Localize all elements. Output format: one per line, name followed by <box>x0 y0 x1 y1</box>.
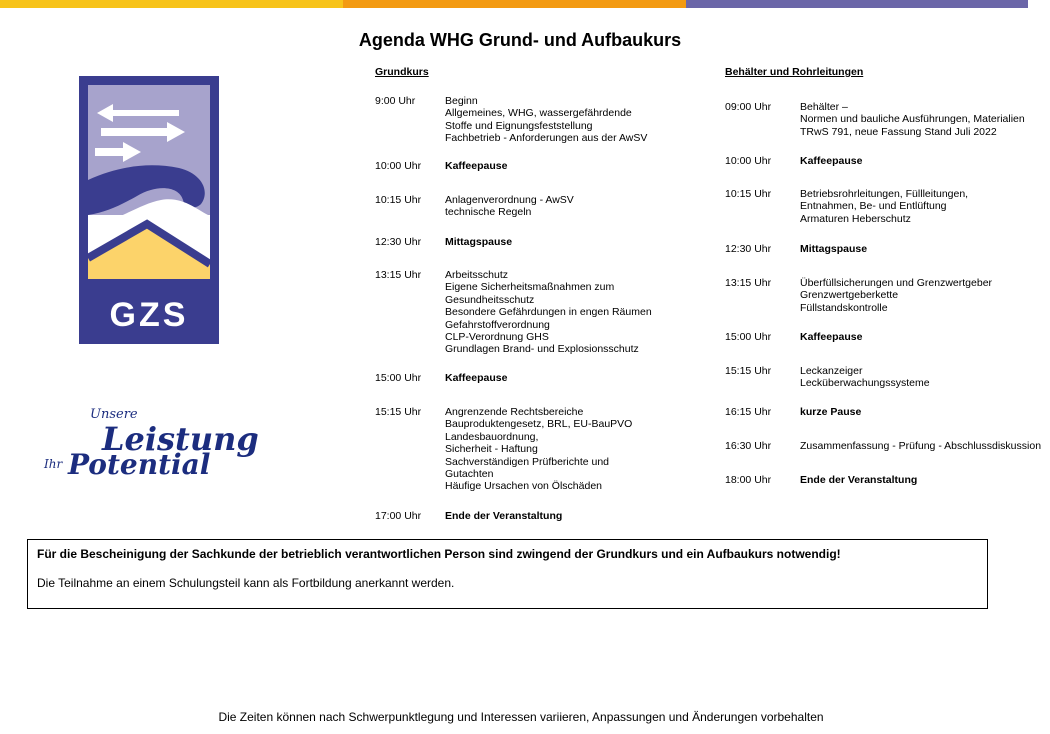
notice-box <box>27 539 988 609</box>
slot-item: Behälter – <box>800 101 848 113</box>
slot-item: Besondere Gefährdungen in engen Räumen <box>445 306 652 319</box>
slot-time: 17:00 Uhr <box>375 510 422 522</box>
top-color-bar <box>0 0 1028 8</box>
slot-time: 15:15 Uhr <box>375 406 422 418</box>
slot-item: Füllstandskontrolle <box>800 301 888 314</box>
slot-time: 9:00 Uhr <box>375 95 416 107</box>
slot-item: kurze Pause <box>800 406 862 418</box>
slot-item: Eigene Sicherheitsmaßnahmen zum <box>445 281 615 294</box>
bar-segment-yellow <box>0 0 343 8</box>
bar-segment-orange <box>343 0 686 8</box>
slot-time: 13:15 Uhr <box>725 277 772 289</box>
slot-time: 10:15 Uhr <box>375 194 422 206</box>
slot-item: Normen und bauliche Ausführungen, Materialien <box>800 113 1025 126</box>
slot-time: 18:00 Uhr <box>725 474 772 486</box>
slot-time: 09:00 Uhr <box>725 101 772 113</box>
slot-item: Armaturen Heberschutz <box>800 212 911 225</box>
slot-item: Gesundheitsschutz <box>445 293 535 306</box>
slot-item: Grundlagen Brand- und Explosionsschutz <box>445 343 639 356</box>
slot-item: Stoffe und Eignungsfeststellung <box>445 119 593 132</box>
slot-item: Entnahmen, Be- und Entlüftung <box>800 200 947 213</box>
slot-item: Häufige Ursachen von Ölschäden <box>445 480 603 493</box>
slot-item: Arbeitsschutz <box>445 269 509 281</box>
slogan-line1: Unsere <box>90 407 138 422</box>
slot-item: Mittagspause <box>800 243 868 255</box>
aufbaukurs-heading: Behälter und Rohrleitungen <box>725 66 864 78</box>
grundkurs-heading: Grundkurs <box>375 66 429 78</box>
page-title: Agenda WHG Grund- und Aufbaukurs <box>358 30 682 50</box>
slot-item: Betriebsrohrleitungen, Füllleitungen, <box>800 188 969 200</box>
slot-item: Zusammenfassung - Prüfung - Abschlussdiskussion <box>800 440 1042 452</box>
slot-time: 16:15 Uhr <box>725 406 772 418</box>
slot-time: 15:00 Uhr <box>725 331 772 343</box>
slot-time: 15:00 Uhr <box>375 372 422 384</box>
slot-item: Sachverständigen Prüfberichte und <box>445 455 610 468</box>
slot-item: Fachbetrieb - Anforderungen aus der AwSV <box>445 132 648 145</box>
slot-item: technische Regeln <box>445 206 532 219</box>
slot-item: CLP-Verordnung GHS <box>445 331 549 344</box>
slot-time: 15:15 Uhr <box>725 365 772 377</box>
slot-item: Kaffeepause <box>800 331 863 343</box>
slot-item: Beginn <box>445 95 478 107</box>
slot-item: Grenzwertgeberkette <box>800 289 899 302</box>
slot-item: Lecküberwachungssysteme <box>800 377 930 390</box>
slogan-line3: Potential <box>68 448 211 481</box>
slot-item: Ende der Veranstaltung <box>800 474 918 486</box>
slogan-line3-prefix: Ihr <box>44 457 63 471</box>
gzs-logo <box>79 76 219 344</box>
slot-time: 13:15 Uhr <box>375 269 422 281</box>
logo-text: GZS <box>109 296 189 334</box>
slot-time: 12:30 Uhr <box>725 243 772 255</box>
slot-item: Kaffeepause <box>445 160 508 172</box>
slot-time: 10:15 Uhr <box>725 188 772 200</box>
slot-item: Bauproduktengesetz, BRL, EU-BauPVO <box>445 418 633 431</box>
slot-item: Gutachten <box>445 468 494 481</box>
slot-item: Angrenzende Rechtsbereiche <box>445 406 584 418</box>
slot-time: 16:30 Uhr <box>725 440 772 452</box>
slot-item: Allgemeines, WHG, wassergefährdende <box>445 107 632 120</box>
slot-item: Ende der Veranstaltung <box>445 510 563 522</box>
slot-item: Gefahrstoffverordnung <box>445 318 550 331</box>
slot-item: Leckanzeiger <box>800 365 863 377</box>
slot-time: 10:00 Uhr <box>725 155 772 167</box>
slot-item: Überfüllsicherungen und Grenzwertgeber <box>800 277 993 289</box>
notice-line1: Für die Bescheinigung der Sachkunde der betrieblich verantwortlichen Person sind zwingend der Grundkurs und ein Aufbaukurs notwendig! <box>37 547 841 561</box>
slogan <box>40 404 280 484</box>
notice-line2: Die Teilnahme an einem Schulungsteil kann als Fortbildung anerkannt werden. <box>37 576 455 590</box>
slot-item: Landesbauordnung, <box>445 430 539 443</box>
aufbaukurs-column <box>725 66 1050 506</box>
slot-item: Kaffeepause <box>445 372 508 384</box>
grundkurs-column <box>375 66 705 536</box>
slot-time: 12:30 Uhr <box>375 236 422 248</box>
slot-item: Sicherheit - Haftung <box>445 443 538 456</box>
slot-item: Mittagspause <box>445 236 513 248</box>
slogan-line2: Leistung <box>102 420 259 458</box>
bar-segment-purple <box>686 0 1028 8</box>
slot-item: TRwS 791, neue Fassung Stand Juli 2022 <box>800 125 997 138</box>
slot-item: Anlagenverordnung - AwSV <box>445 194 574 206</box>
slot-time: 10:00 Uhr <box>375 160 422 172</box>
slot-item: Kaffeepause <box>800 155 863 167</box>
footer-note: Die Zeiten können nach Schwerpunktlegung und Interessen variieren, Anpassungen und Änderungen vorbehalten <box>218 710 824 724</box>
